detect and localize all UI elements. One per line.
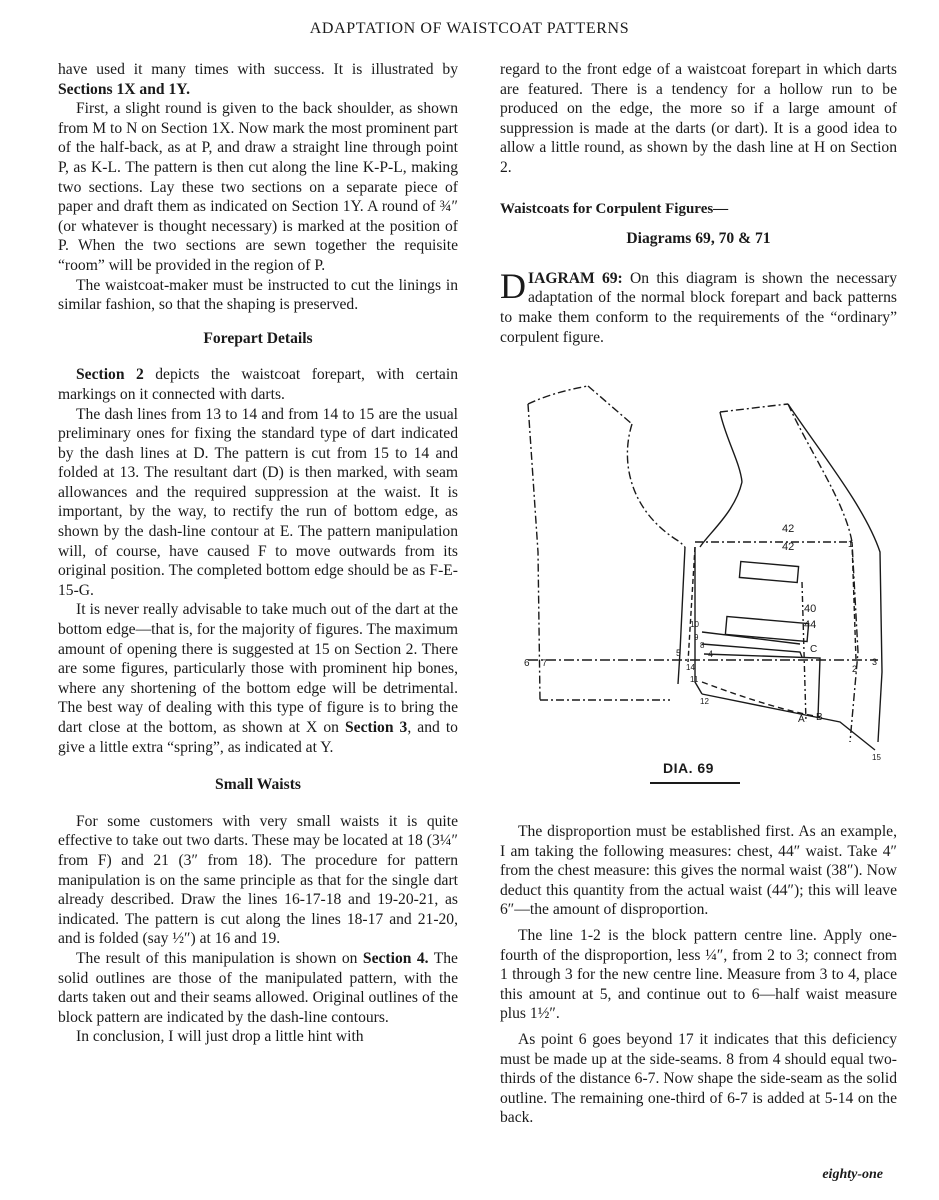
right-column-top [500,60,897,347]
back-side-seam-solid [678,547,685,684]
left-p8-bold: Section 4. [362,949,429,967]
running-head: ADAPTATION OF WAISTCOAT PATTERNS [309,20,630,37]
folio: eighty-one [822,1167,883,1182]
label-15: 15 [872,753,881,762]
left-p8-text-a: The result of this manipulation is shown on [76,949,363,967]
left-p1 [58,60,458,99]
heading-diagrams: Diagrams 69, 70 & 71 [626,230,771,248]
label-5: 5 [676,648,682,658]
left-p4 [58,365,458,404]
right-p5: As point 6 goes beyond 17 it indicates that this deficiency must be made up at the side-seams. 8 from 4 should equal two-thirds of the distance 6-7. Now shape the side-seam as the solid outline. The remaining one-third of 6-7 is added at 5-14 on the back. [500,1030,897,1127]
heading-forepart-details: Forepart Details [203,329,313,347]
left-p4-text: depicts the waistcoat forepart, with certain markings on it connected with darts. [58,366,458,403]
pocket-lower [725,616,808,641]
left-p7: For some customers with very small waists it is quite effective to take out two darts. These may be located at 18 (3¼″ from F) and 21 (3″ from 18). The procedure for pattern manipulation is on the same principle as that for the single dart already described. Draw the lines 16-17-18 and 19-20-21, as indicated. The pattern is cut along the lines 18-17 and 21-20, and is folded (say ½″) at 16 and 19. [58,812,458,948]
right-column-bottom [500,822,897,1128]
label-b: B [816,712,823,723]
pocket-upper [739,562,798,583]
left-p1-text: have used it many times with success. It is illustrated by [58,61,458,78]
left-p5: The dash lines from 13 to 14 and from 14 to 15 are the usual preliminary ones for fixing the standard type of dart indicated by the dash lines at D. The pattern is cut from 15 to 14 and folded at 13. The resultant dart (D) is then marked, with seam allowances and the required suppression at the waist. It is important, by the way, to rectify the run of bottom edge, as shown by the dash-line contour at E. The pattern manipulation will, of course, have caused F to move outwards from its original position. The completed bottom edge should be as F-E-15-G. [58,405,458,599]
forepart-bottom-dash [702,682,820,717]
heading-corpulent: Waistcoats for Corpulent Figures— [500,200,729,217]
left-p8 [58,949,458,1027]
right-p4: The line 1-2 is the block pattern centre line. Apply one-fourth of the disproportion, less ¼″, from 2 to 3; connect from 1 through 3 for the new centre line. Measure from 3 to 4, place this amount at 5, and continue out to 6—half waist measure plus 1½″. [500,926,897,1023]
forepart-bottom [702,694,875,750]
label-12: 12 [700,697,709,706]
label-7: 7 [542,658,548,668]
heading-small-waists: Small Waists [215,776,301,794]
left-p3: The waistcoat-maker must be instructed to cut the linings in similar fashion, so that the shaping is preserved. [58,276,458,314]
right-p2 [500,265,898,347]
label-4: 4 [708,649,714,659]
left-p2: First, a slight round is given to the back shoulder, as shown from M to N on Section 1X. Now mark the most prominent part of the half-back, as at P, and draw a straight line through point P, as K-L. The pattern is then cut along the line K-P-L, making two sections. Lay these two sections on a separate piece of paper and draft them as indicated on Section 1Y. A round of ¾″ (or whatever is thought necessary) is marked at the position of P. When the two sections are sewn together the requisite “room” will be provided in the region of P. [58,100,458,274]
diagram-caption-rule [650,782,740,784]
label-c: C [810,644,818,655]
right-p1: regard to the front edge of a waistcoat forepart in which darts are featured. There is a tendency for a hollow run to be produced on the edge, the more so if a large amount of suppression is made at the darts (or dart). It is a good idea to allow a little round, as shown by the dash line at H on Section 2. [500,61,897,176]
label-44: 44 [804,619,817,631]
left-p8-text-b: The solid outlines are those of the manipulated pattern, with the darts taken out and their seams allowed. Original outlines of the block pattern are indicated by the dash-line contours. [58,949,458,1026]
label-9: 9 [694,633,699,642]
label-2: 2 [852,664,858,674]
label-8: 8 [700,641,705,650]
back-centre-line [528,404,540,700]
left-p6-text-a: It is never really advisable to take much out of the dart at the bottom edge—that is, for the majority of figures. The maximum amount of opening there is suggested at 15 on Section 2. There are some figures, particularly those with prominent hip bones, where any shortening of the bottom edge will be detrimental. The best way of dealing with this type of figure is to bring the dart close at the bottom, as shown at X on [58,601,458,736]
front-neck [720,404,788,412]
back-top-edge [528,386,588,404]
back-shoulder [588,386,632,424]
left-p1-bold: Sections 1X and 1Y. [58,80,190,98]
diagram-69 [520,382,900,802]
left-p6-bold: Section 3 [344,719,408,736]
right-p2-text: On this diagram is shown the necessary adaptation of the normal block forepart and back patterns to make them conform to the requirements of the “ordinary” corpulent figure. [500,269,898,346]
right-p3: The disproportion must be established first. As an example, I am taking the following measures: chest, 44″ waist. Take 4″ from the chest measure: this gives the normal waist (38″). Now deduct this quantity from the actual waist (44″); this will leave 6″—the amount of disproportion. [500,823,897,919]
label-40: 40 [804,603,817,615]
label-1: 1 [848,539,854,549]
back-side-seam-dash [688,547,695,662]
dropcap-d: D [500,265,526,306]
left-p4-bold: Section 2 [76,366,144,384]
front-armhole [700,482,742,547]
left-p9: In conclusion, I will just drop a little hint with [76,1028,364,1046]
front-shoulder [720,412,742,482]
left-p6 [58,600,458,757]
label-11: 11 [690,675,699,684]
left-p6-text-b: , and to give a little extra “spring”, as indicated at Y. [58,719,458,756]
back-armhole [627,424,685,547]
label-a: A [798,714,805,725]
label-14: 14 [686,663,695,672]
right-p2-bold: IAGRAM 69: [528,269,623,287]
label-6: 6 [524,658,530,669]
label-42-upper: 42 [782,523,795,535]
label-3: 3 [872,657,878,667]
front-edge-solid [788,404,882,742]
diagram-caption: DIA. 69 [663,760,714,776]
label-10: 10 [690,620,699,629]
label-42-lower: 42 [782,541,795,553]
left-column [58,60,458,1047]
